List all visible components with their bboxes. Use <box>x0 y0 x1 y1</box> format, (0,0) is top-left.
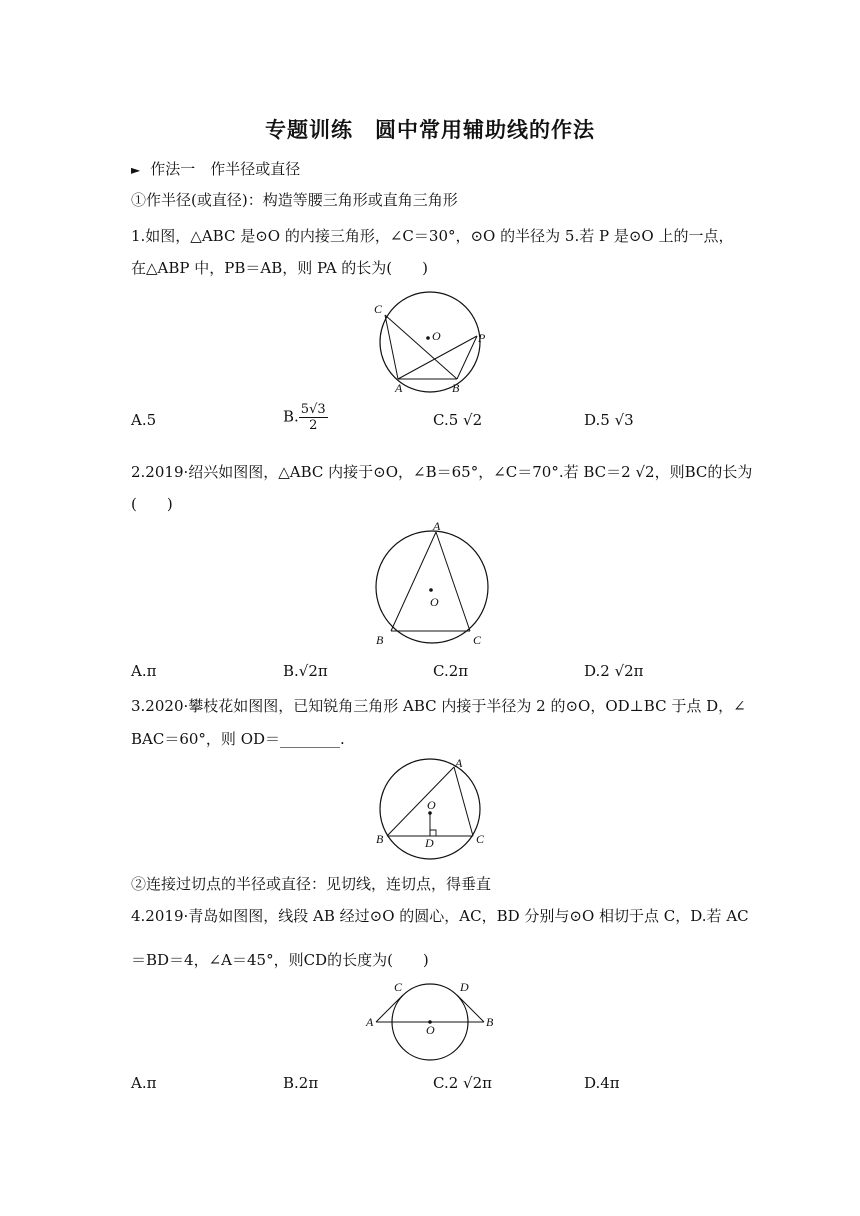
q2-segment-ac <box>436 532 470 631</box>
q4-label-a: A <box>366 1015 374 1029</box>
q1-label-o: O <box>432 329 441 343</box>
q1-center-dot <box>426 336 430 340</box>
q1-label-a: A <box>395 381 403 395</box>
q2-segment-ab <box>391 532 436 631</box>
q2-label-a: A <box>433 519 441 533</box>
q3-figure <box>370 754 496 864</box>
q4-label-o: O <box>426 1023 435 1037</box>
q1-label-c: C <box>374 302 383 316</box>
q4-label-c: C <box>394 980 403 994</box>
q2-text-line1: 2.2019·绍兴如图图，△ABC 内接于⊙O，∠B＝65°，∠C＝70°.若 BC＝2 √2，则BC的长为 <box>131 463 753 481</box>
q3-label-b: B <box>376 832 384 846</box>
q1-label-b: B <box>452 381 460 395</box>
q2-option-c: C.2π <box>433 662 469 680</box>
q4-figure <box>362 978 502 1062</box>
q4-label-d: D <box>460 980 469 994</box>
q2-text-line2: ( ) <box>131 495 173 513</box>
q4-option-c: C.2 √2π <box>433 1074 492 1092</box>
q1-option-c: C.5 √2 <box>433 411 483 429</box>
q2-figure <box>366 518 500 652</box>
q4-text-line2: ＝BD＝4，∠A＝45°，则CD的长度为( ) <box>131 951 429 969</box>
q1-option-d: D.5 √3 <box>584 411 634 429</box>
triangle-marker-icon: ► <box>131 163 141 177</box>
q2-option-b: B.√2π <box>283 662 328 680</box>
q4-label-b: B <box>486 1015 494 1029</box>
method-label: 作法一 作半径或直径 <box>150 160 301 178</box>
q2-label-b: B <box>376 633 384 647</box>
q4-option-b: B.2π <box>283 1074 319 1092</box>
q2-center-dot <box>429 588 433 592</box>
q3-label-d: D <box>425 836 434 850</box>
q1-option-b-numerator: 5√3 <box>300 402 326 417</box>
q1-figure <box>368 288 498 400</box>
q2-label-o: O <box>430 595 439 609</box>
method-heading <box>131 158 300 179</box>
q4-text-line1: 4.2019·青岛如图图，线段 AB 经过⊙O 的圆心，AC，BD 分别与⊙O 相切于点 C，D.若 AC <box>131 907 749 925</box>
q3-label-o: O <box>427 798 436 812</box>
q1-segment-bp <box>457 336 477 379</box>
q3-text-line1: 3.2020·攀枝花如图图，已知锐角三角形 ABC 内接于半径为 2 的⊙O，OD⊥BC 于点 D，∠ <box>131 697 746 715</box>
q3-segment-ac <box>454 767 473 836</box>
q1-option-b-fraction <box>299 402 328 433</box>
q3-label-c: C <box>476 832 485 846</box>
q1-label-p: P <box>478 331 486 345</box>
q1-text-line1: 1.如图，△ABC 是⊙O 的内接三角形，∠C＝30°，⊙O 的半径为 5.若 P 是⊙O 上的一点， <box>131 227 734 245</box>
subsection-2: ②连接过切点的半径或直径：见切线，连切点，得垂直 <box>131 875 492 893</box>
q2-option-d: D.2 √2π <box>584 662 644 680</box>
q1-option-b-denominator: 2 <box>309 418 318 433</box>
q1-option-b-prefix: B. <box>283 407 299 426</box>
page-title: 专题训练 圆中常用辅助线的作法 <box>265 118 595 142</box>
q1-option-b <box>283 402 328 433</box>
q4-option-d: D.4π <box>584 1074 620 1092</box>
q4-tangent-bd <box>457 995 484 1022</box>
q4-option-a: A.π <box>131 1074 157 1092</box>
q3-text-line2: BAC＝60°，则 OD＝________. <box>131 730 345 748</box>
q1-option-a: A.5 <box>131 411 157 429</box>
q3-segment-ba <box>387 767 454 836</box>
q3-label-a: A <box>455 756 463 770</box>
q1-text-line2: 在△ABP 中，PB＝AB，则 PA 的长为( ) <box>131 259 429 277</box>
subsection-1: ①作半径(或直径)：构造等腰三角形或直角三角形 <box>131 191 458 209</box>
q2-option-a: A.π <box>131 662 157 680</box>
q2-label-c: C <box>473 633 482 647</box>
q4-tangent-ac <box>376 995 403 1022</box>
